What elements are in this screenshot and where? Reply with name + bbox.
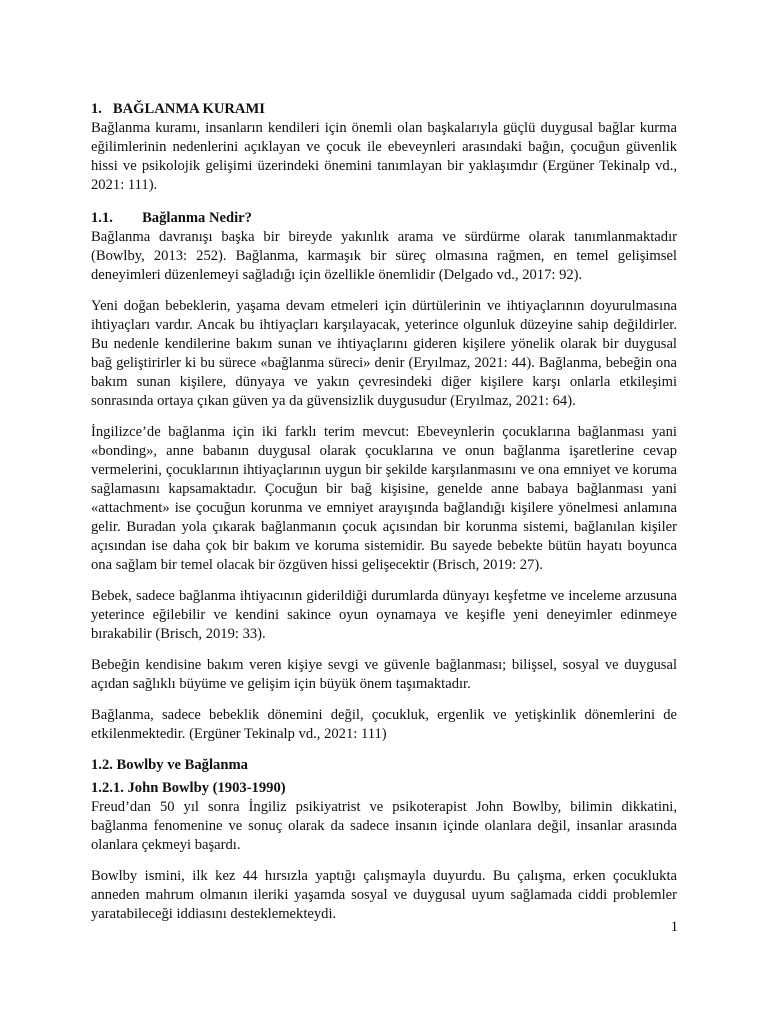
section-heading-baglanma-kurami: 1. BAĞLANMA KURAMI <box>91 101 265 117</box>
paragraph-freud-bowlby: Freud’dan 50 yıl sonra İngiliz psikiyatrist ve psikoterapist John Bowlby, bilimin dikkatini, bağlanma fenomenine ve sonuç olarak da sadece insanın içinde olanlara değil, insanlar arasında olanlara çekmeyi başardı. <box>91 799 677 853</box>
paragraph-english-terms: İngilizce’de bağlanma için iki farklı terim mevcut: Ebeveynlerin çocuklarına bağlanması yani «bonding», anne babanın duygusal olarak çocuklarına ve onun bağlanma işaretlerine cevap vermelerini, çocuklarının ihtiyaçlarının uygun bir şekilde karşılanmasını ve ona emniyet ve koruma sağlamasını kapsamaktadır. Çocuğun bir bağ kişisine, genelde anne babaya bağlanması yani «attachment» ise çocuğun korunma ve emniyet arayışında bağlandığı kişilere yönelmesi anlamına gelir. Buradan yola çıkarak bağlanmanın çocuk açısından bir korunma sistemi, bağlanılan kişiler açısından ise daha çok bir bakım ve koruma sistemidir. Bu sayede bebekte bütün hayatı boyunca ona sağlam bir temel olacak bir özgüven hissi gelişecektir (Brisch, 2019: 27). <box>91 424 677 573</box>
page-number: 1 <box>670 919 678 935</box>
paragraph-intro: Bağlanma kuramı, insanların kendileri için önemli olan başkalarıyla güçlü duygusal bağlar kurma eğilimlerinin nedenlerini açıklayan ve çocuk ile ebeveynleri arasındaki bağın, çocuğun güvenlik hissi ve psikolojik gelişimi üzerindeki önemini tanımlayan bir yaklaşımdır (Ergüner Tekinalp vd., 2021: 111). <box>91 120 677 193</box>
paragraph-importance: Bebeğin kendisine bakım veren kişiye sevgi ve güvenle bağlanması; bilişsel, sosyal ve duygusal açıdan sağlıklı büyüme ve gelişim için büyük önem taşımaktadır. <box>91 657 677 692</box>
section-heading-bowlby: 1.2. Bowlby ve Bağlanma <box>91 757 248 773</box>
paragraph-exploration: Bebek, sadece bağlanma ihtiyacının giderildiği durumlarda dünyayı keşfetme ve inceleme arzusuna yeterince eğilebilir ve kendini sakince oyun oynamaya ve keşifle yeni deneyimler edinmeye bırakabilir (Brisch, 2019: 33). <box>91 588 677 642</box>
section-heading-baglanma-nedir: 1.1. Bağlanma Nedir? <box>91 210 252 226</box>
subsection-heading-john-bowlby: 1.2.1. John Bowlby (1903-1990) <box>91 780 286 796</box>
paragraph-definition: Bağlanma davranışı başka bir bireyde yakınlık arama ve sürdürme olarak tanımlanmaktadır (Bowlby, 2013: 252). Bağlanma, karmaşık bir süreç olmasına rağmen, en temel gelişimsel deneyimleri düzenlemeyi sağladığı için özellikle önemlidir (Delgado vd., 2017: 92). <box>91 229 677 283</box>
paragraph-44-thieves: Bowlby ismini, ilk kez 44 hırsızla yaptığı çalışmayla duyurdu. Bu çalışma, erken çocuklukta anneden mahrum olmanın ileriki yaşamda sosyal ve duygusal uyum sağlamada ciddi problemler yaratabileceği iddiasını desteklemekteydi. <box>91 868 677 922</box>
paragraph-newborn: Yeni doğan bebeklerin, yaşama devam etmeleri için dürtülerinin ve ihtiyaçlarının doyurulmasına ihtiyaçları vardır. Ancak bu ihtiyaçları karşılayacak, yeterince olgunluk düzeyine sahip değildirler. Bu nedenle kendilerine bakım sunan ve ihtiyaçlarını gideren kişilere yönelik olarak bir duygusal bağ geliştirirler ki bu sürece «bağlanma süreci» denir (Eryılmaz, 2021: 44). Bağlanma, bebeğin ona bakım sunan kişilere, dünyaya ve yakın çevresindeki diğer kişilere karşı onlarla etkileşimi sonrasında ortaya çıkan güven ya da güvensizlik duygusudur (Eryılmaz, 2021: 64). <box>91 298 677 409</box>
paragraph-life-stages: Bağlanma, sadece bebeklik dönemini değil, çocukluk, ergenlik ve yetişkinlik dönemlerini de etkilenmektedir. (Ergüner Tekinalp vd., 2021: 111) <box>91 707 677 742</box>
